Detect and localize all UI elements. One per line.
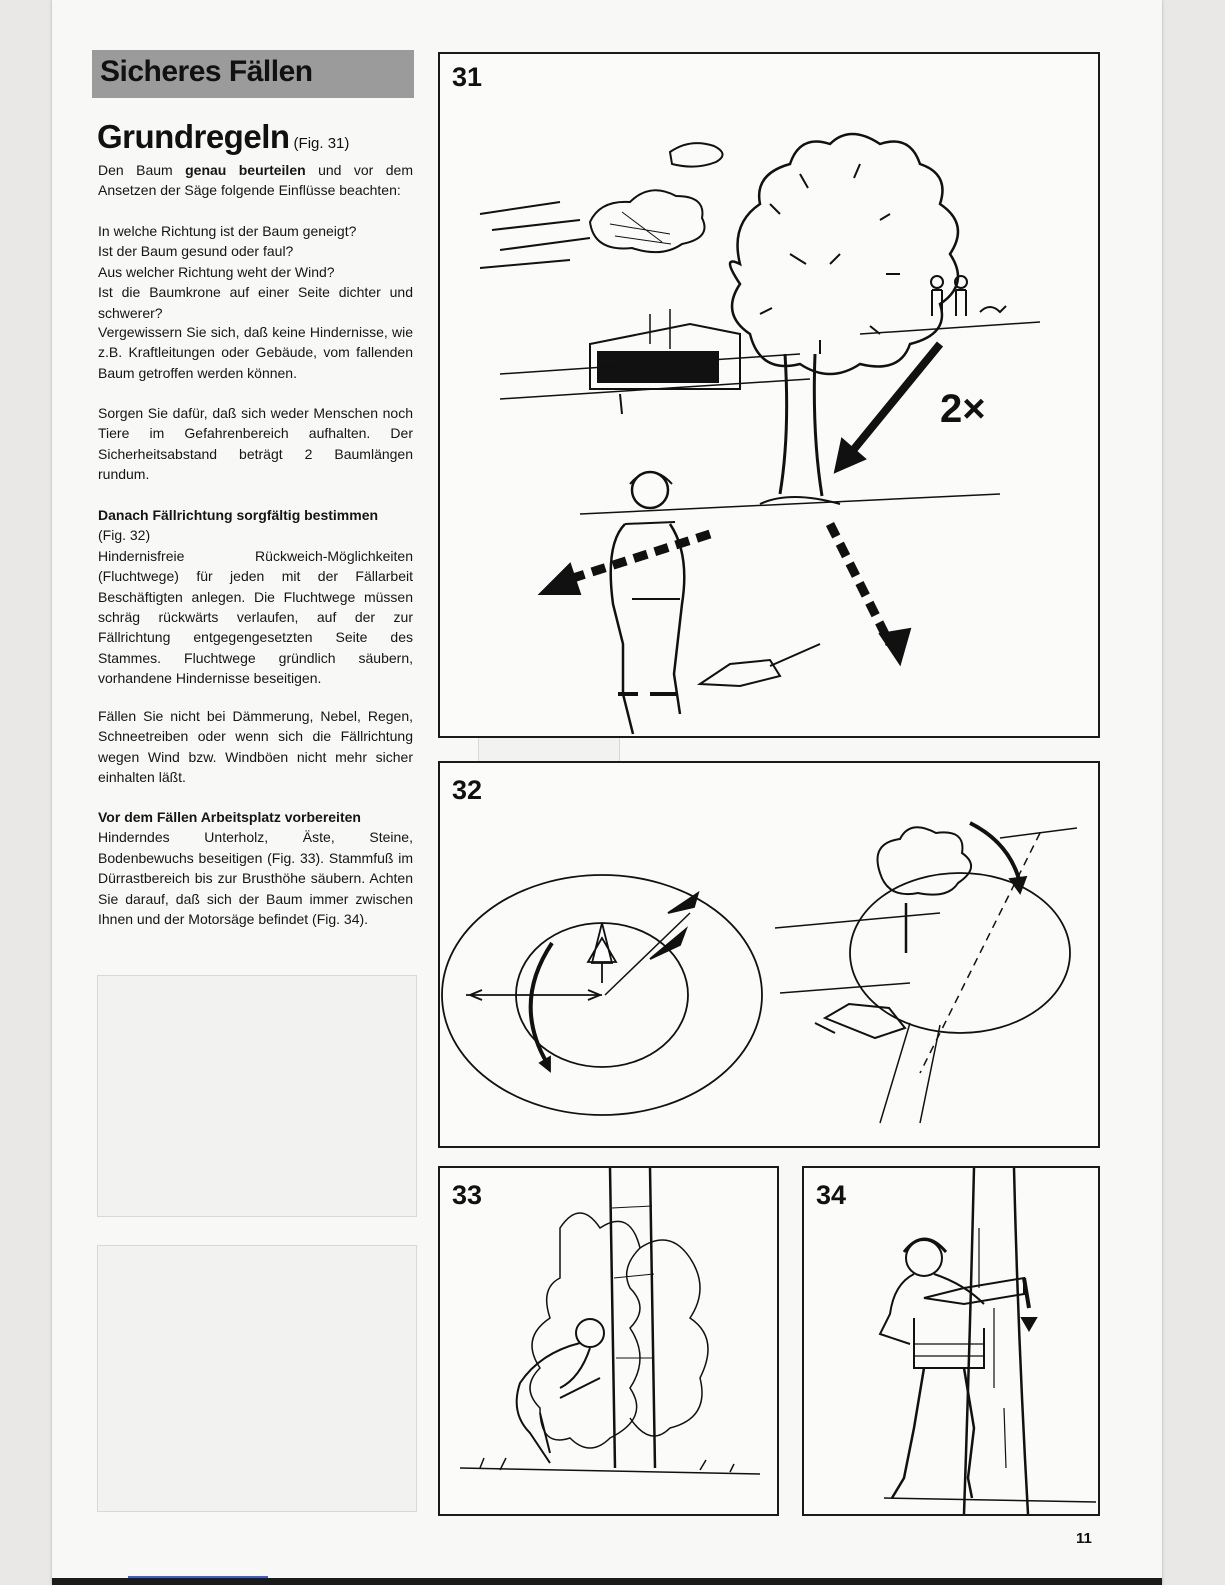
bottom-edge-bar <box>52 1578 1162 1585</box>
figure-33-number: 33 <box>452 1180 483 1210</box>
figure-32-illustration <box>440 763 1098 1146</box>
obstacles-paragraph: Vergewissern Sie sich, daß keine Hindernisse, wie z.B. Kraftleitungen oder Gebäude, vom fallenden Baum getroffen werden können. <box>98 324 413 381</box>
figure-34-number: 34 <box>816 1180 847 1210</box>
persons-paragraph: Sorgen Sie dafür, daß sich weder Menschen noch Tiere im Gefahrenbereich aufhalten. Der Sicherheitsabstand beträgt 2 Baumlängen rundum. <box>98 405 413 483</box>
heading-text: Grundregeln <box>97 118 290 155</box>
figure-31-number: 31 <box>452 62 483 92</box>
bleed-through-box <box>97 975 417 1217</box>
page-heading <box>97 118 349 156</box>
figure-32-number: 32 <box>452 775 483 805</box>
heading-figure-ref: (Fig. 31) <box>293 135 350 152</box>
figure-33-illustration <box>440 1168 777 1514</box>
figure-32-panel <box>438 761 1100 1148</box>
intro-text-end: und vor dem Ansetzen der Säge folgende Einflüsse beachten: <box>98 162 413 199</box>
figure-34-panel <box>802 1166 1100 1516</box>
prepare-text: Hinderndes Unterholz, Äste, Steine, Bodenbewuchs beseitigen (Fig. 33). Stammfuß im Dürrastbereich bis zur Brusthöhe säubern. Achten Sie darauf, daß sich der Baum immer zwischen Ihnen und der Motorsäge befindet (Fig. 34). <box>98 829 413 928</box>
question-item: In welche Richtung ist der Baum geneigt? <box>98 223 357 239</box>
figure-34-illustration <box>804 1168 1098 1514</box>
distance-label: 2× <box>940 387 986 431</box>
bottom-link-underline <box>128 1576 268 1578</box>
question-item: Ist die Baumkrone auf einer Seite dichter und schwerer? <box>98 284 413 321</box>
direction-heading: Danach Fällrichtung sorgfältig bestimmen <box>98 507 379 523</box>
figure-31-illustration <box>440 54 1098 736</box>
question-item: Aus welcher Richtung weht der Wind? <box>98 263 335 280</box>
direction-section <box>98 505 413 689</box>
prepare-heading: Vor dem Fällen Arbeitsplatz vorbereiten <box>98 809 361 825</box>
page-number: 11 <box>1076 1530 1092 1547</box>
bleed-through-box <box>97 1245 417 1512</box>
direction-figure-ref: (Fig. 32) <box>98 527 151 544</box>
section-title: Sicheres Fällen <box>100 55 313 88</box>
weather-paragraph: Fällen Sie nicht bei Dämmerung, Nebel, Regen, Schneetreiben oder wenn sich die Fällrichtung wegen Wind bzw. Windböen nicht mehr sicher einhalten läßt. <box>98 708 413 786</box>
intro-text-start: Den Baum <box>98 162 186 178</box>
intro-paragraph <box>98 160 413 201</box>
question-item: Ist der Baum gesund oder faul? <box>98 243 294 260</box>
figure-31-panel <box>438 52 1100 738</box>
prepare-section <box>98 807 413 929</box>
question-list <box>98 221 413 323</box>
figure-33-panel <box>438 1166 779 1516</box>
direction-text: Hindernisfreie Rückweich-Möglichkeiten (Fluchtwege) für jeden mit der Fällarbeit Beschäftigten anlegen. Die Fluchtwege müssen schräg rückwärts verlaufen, auf der zur Fällrichtung entgegengesetzten Seite des Stammes. Fluchtwege gründlich säubern, vorhandene Hindernisse beseitigen. <box>98 547 413 687</box>
intro-emphasis: genau beurteilen <box>185 162 306 178</box>
